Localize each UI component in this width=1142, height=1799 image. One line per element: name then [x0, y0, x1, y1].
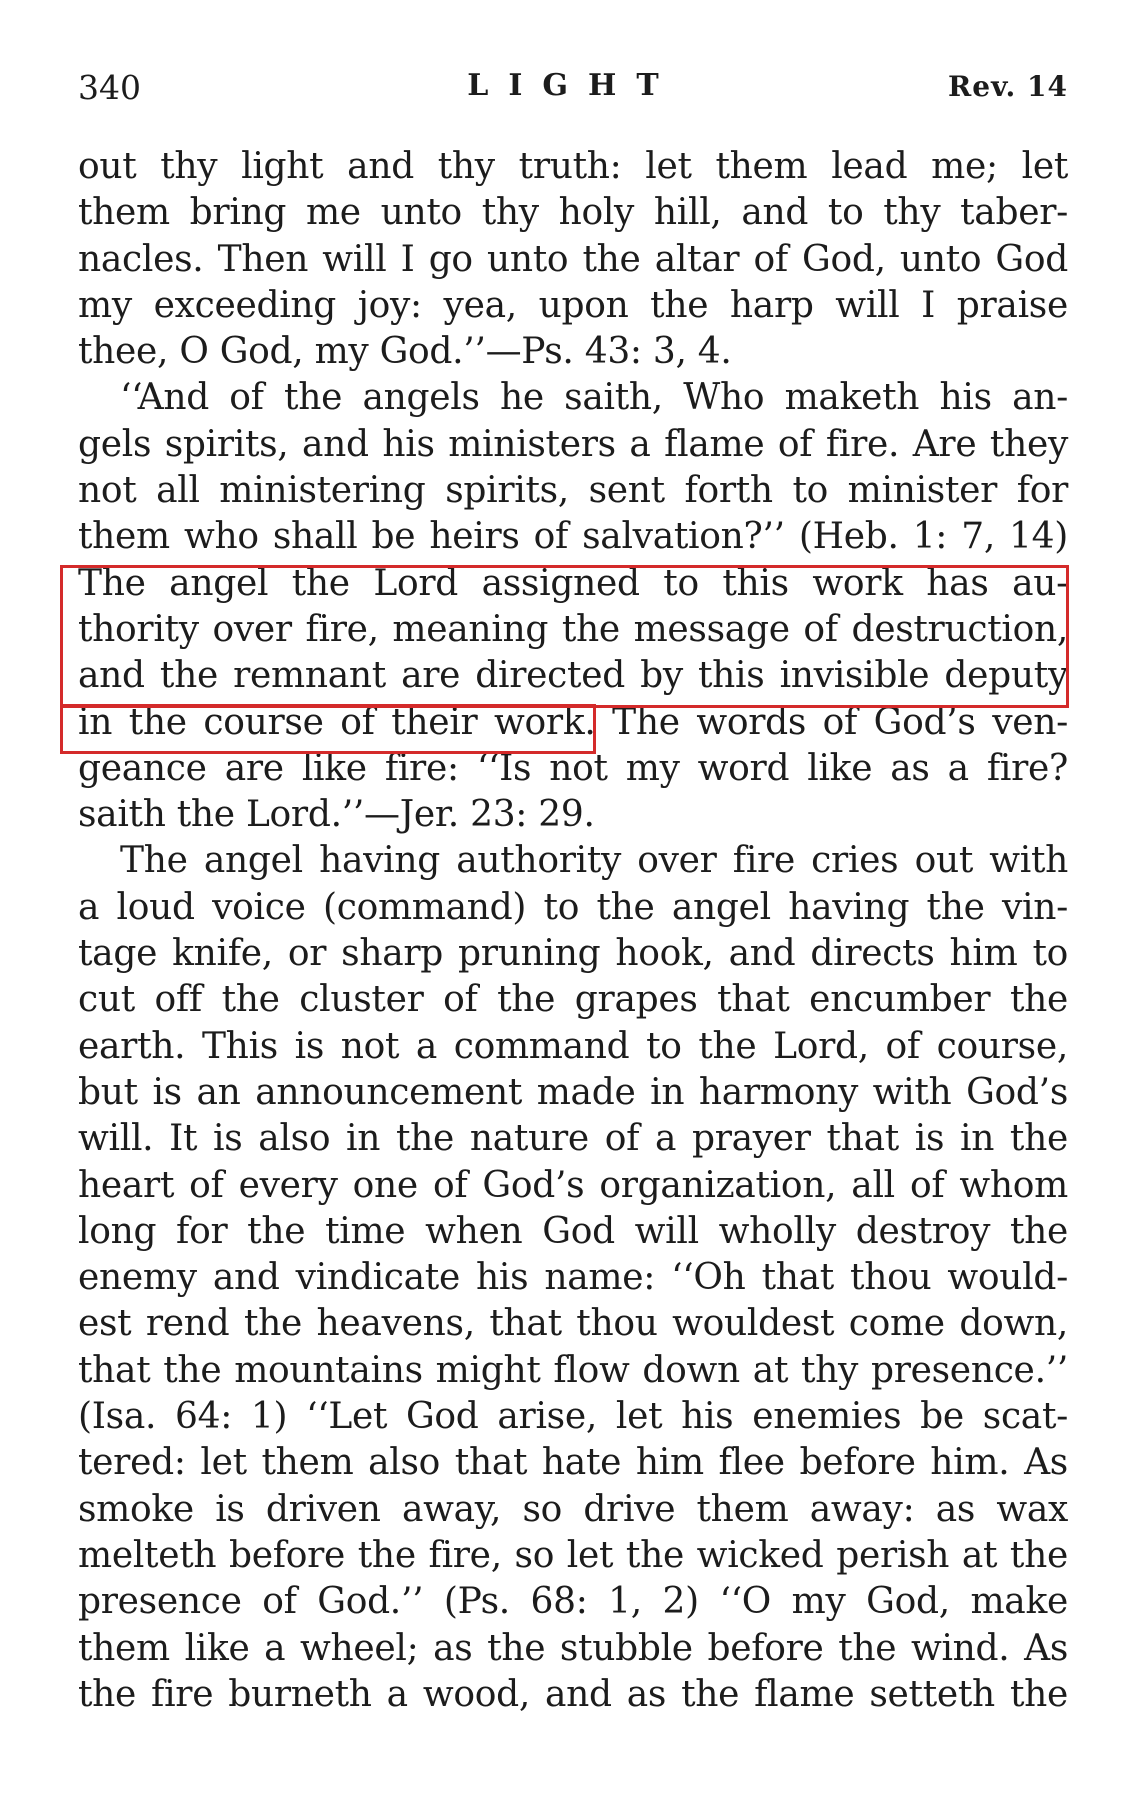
text-line: that the mountains might flow down at thy presence.’’ [78, 1349, 1068, 1391]
text-line: the fire burneth a wood, and as the flame setteth the [78, 1673, 1068, 1715]
text-line: my exceeding joy: yea, upon the harp will I praise [78, 284, 1068, 326]
text-line: will. It is also in the nature of a prayer that is in the [78, 1118, 1068, 1160]
text-line: tered: let them also that hate him flee before him. As [78, 1442, 1068, 1484]
text-line: The angel the Lord assigned to this work has au- [78, 562, 1068, 604]
text-line: them who shall be heirs of salvation?’’ (Heb. 1: 7, 14) [78, 516, 1068, 558]
chapter-reference: Rev. 14 [948, 70, 1068, 103]
page-body-text [78, 144, 1068, 1718]
text-line: The angel having authority over fire cries out with [120, 840, 1068, 882]
text-line: (Isa. 64: 1) ‘‘Let God arise, let his enemies be scat- [78, 1396, 1068, 1438]
text-line: enemy and vindicate his name: ‘‘Oh that thou would- [78, 1257, 1068, 1299]
text-line: presence of God.’’ (Ps. 68: 1, 2) ‘‘O my God, make [78, 1581, 1068, 1623]
text-line: thority over fire, meaning the message of destruction, [78, 608, 1068, 650]
text-line: but is an announcement made in harmony with God’s [78, 1071, 1068, 1113]
text-line: tage knife, or sharp pruning hook, and directs him to [78, 933, 1068, 975]
text-line: and the remnant are directed by this invisible deputy [78, 655, 1068, 697]
highlight-box-tail [60, 704, 596, 754]
text-line: a loud voice (command) to the angel having the vin- [78, 886, 1068, 928]
text-line: not all ministering spirits, sent forth to minister for [78, 470, 1068, 512]
text-line: ‘‘And of the angels he saith, Who maketh his an- [120, 377, 1068, 419]
text-line: melteth before the fire, so let the wicked perish at the [78, 1534, 1068, 1576]
text-line: heart of every one of God’s organization, all of whom [78, 1164, 1068, 1206]
page-header [78, 68, 1068, 116]
text-line: earth. This is not a command to the Lord, of course, [78, 1025, 1068, 1067]
highlight-box [60, 565, 1069, 708]
page-number: 340 [78, 68, 141, 107]
text-line: them like a wheel; as the stubble before the wind. As [78, 1627, 1068, 1669]
text-line: smoke is driven away, so drive them away: as wax [78, 1488, 1068, 1530]
text-line: saith the Lord.’’—Jer. 23: 29. [78, 794, 595, 836]
text-line: them bring me unto thy holy hill, and to thy taber- [78, 192, 1068, 234]
text-line: in the course of their work. The words of God’s ven- [78, 701, 1068, 743]
running-title: LIGHT [467, 68, 679, 103]
text-line: thee, O God, my God.’’—Ps. 43: 3, 4. [78, 331, 732, 373]
text-line: geance are like fire: ‘‘Is not my word like as a fire? [78, 747, 1068, 789]
text-line: gels spirits, and his ministers a flame of fire. Are they [78, 423, 1068, 465]
text-line: est rend the heavens, that thou wouldest come down, [78, 1303, 1068, 1345]
text-line: nacles. Then will I go unto the altar of God, unto God [78, 238, 1068, 280]
text-line: cut off the cluster of the grapes that encumber the [78, 979, 1068, 1021]
text-line: out thy light and thy truth: let them lead me; let [78, 146, 1068, 187]
text-line: long for the time when God will wholly destroy the [78, 1210, 1068, 1252]
